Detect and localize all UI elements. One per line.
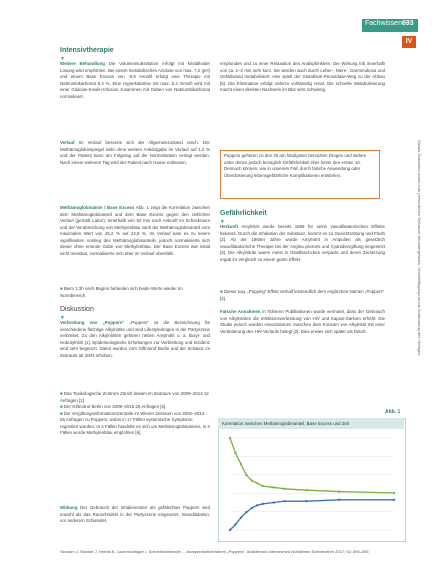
header-section-label: Fachwissen bbox=[365, 20, 402, 27]
list-item: ■ Der Giftnotruf Berlin von 2009–2015 25 Anfragen [6]. bbox=[60, 404, 167, 409]
chart-grid bbox=[230, 438, 394, 530]
footer-citation: Seckarn J, Stöcker J, Herbst K, Lautenschläger I, Schnellewirkender ... Analysenheilverfahren „Poppers“. Anästhesiol Intensivmed Notfallmed Schmerzther 2017; 52: 690–696 bbox=[60, 549, 369, 554]
lead-herkunft: Herkunft bbox=[220, 224, 239, 229]
bullet-list-anfragen bbox=[60, 391, 210, 437]
figure-title: Korrelation zwischen Methämoglobinanteil, Base Excess und Zeit bbox=[218, 418, 404, 429]
arrow-icon: ▼ bbox=[60, 315, 65, 321]
series-1-point bbox=[245, 511, 247, 513]
lead-verlauf: Verlauf bbox=[60, 140, 75, 145]
series-0-point bbox=[338, 490, 340, 492]
series-0-point bbox=[251, 479, 253, 481]
bullet-normbereich bbox=[60, 286, 210, 299]
paragraph-verlauf bbox=[60, 140, 210, 166]
bullet-popping-text: Dieser sog. „Popping“ Effekt verhalf letztendlich dem englischen Namen „Poppers“ [2]. bbox=[220, 289, 385, 301]
arrow-icon: ▼ bbox=[220, 219, 225, 225]
series-0-point bbox=[256, 482, 258, 484]
bullet-icon: ■ bbox=[60, 286, 64, 291]
bullet-icon: ■ bbox=[60, 391, 64, 396]
paragraph-wirkung bbox=[60, 505, 210, 525]
lead-wirkung: Wirkung bbox=[60, 505, 78, 510]
series-0-point bbox=[393, 492, 395, 494]
series-0-point bbox=[283, 488, 285, 490]
section-badge: IV bbox=[402, 36, 416, 48]
series-0-point bbox=[262, 485, 264, 487]
arrow-icon: ▼ bbox=[60, 56, 65, 62]
text-herkunft: Amylnitrit wurde bereits 1859 für seine vasodilatatorischen Effekte bekannt. Durch die Inhalation der Substanz, kommt es zu Gesichtsrötung und Flush [2]. Ab der 1960er Jahre wurde Amylnitrit in Ampullen als gesetzlich vasodilatatorische Therapie bei der Angina pectoris und Cyanidvergiftung eingesetzt [3]. Die Alkylnitrite waren meist in Glasfläschchen verpackt und deren Zersetzung ergab im Vergleich zu einem guten Effekt. bbox=[220, 224, 385, 262]
paragraph-herkunft bbox=[220, 224, 385, 263]
series-1-point bbox=[251, 507, 253, 509]
series-1-point bbox=[262, 503, 264, 505]
series-0-point bbox=[245, 474, 247, 476]
series-1-point bbox=[256, 504, 258, 506]
text-weitere-behandlung: Die Volumensubstitution erfolgt mit kristalloider Lösung wird empfohlen. Bei einem metabolischen Azidose von max. 7,2 (pH) und einem Base Excess von -9,8 mmol/l erfolgt eine Therapie mit Natriumbikarbonat 8,4 %. Eine Hyperkaliämie mit max. 6,2 mmol/l wird mit einer Glukose-Insulin-Infusion zusammen mit Gaben von Natriumbikarbonat normalisiert. bbox=[60, 61, 210, 99]
bullet-popping bbox=[220, 289, 385, 302]
callout-box: Poppers gehören zu den 30 am häufigsten benutzten Drogen und stehen unter denen jedoch bezüglich Gefährlichkeit eher hinter den ersten 10. Dennoch können, wie in unserem Fall, durch falsche Anwendung oder Überdosierung lebensgefährliche Komplikationen entstehen. bbox=[220, 150, 380, 199]
series-1-point bbox=[229, 529, 231, 531]
series-1-point bbox=[234, 523, 236, 525]
bullet-icon: ■ bbox=[60, 404, 64, 409]
lead-verbreitung: Verbreitung von „Poppers“ bbox=[60, 320, 125, 325]
paragraph-methaemoglobin bbox=[60, 205, 210, 257]
bullet-icon: ■ bbox=[220, 289, 224, 294]
paragraph-weitere-behandlung bbox=[60, 61, 210, 100]
side-legal-note: Dieses Dokument wurde zum persönlichen Gebrauch heruntergeladen. Vervielfältigung nur mit Zustimmung des Verlages. bbox=[417, 140, 422, 357]
series-0-point bbox=[229, 437, 231, 439]
text-verlauf: Im Verlauf besserte sich der Allgemeinzustand rasch. Der Methämoglobinspiegel sinkt ohne weitere Antidotgabe im Verlauf auf 1,2 % und der Patient kann am Folgetag auf die Normalstation verlegt werden. Nach einem weiteren Tag wird der Patient nach Hause entlassen. bbox=[60, 140, 210, 165]
series-1-point bbox=[305, 500, 307, 502]
series-1-point bbox=[240, 516, 242, 518]
series-0-point bbox=[240, 463, 242, 465]
series-0-point bbox=[273, 486, 275, 488]
series-1-point bbox=[273, 501, 275, 503]
series-1-point bbox=[338, 499, 340, 501]
heading-diskussion: Diskussion bbox=[60, 306, 94, 313]
page-number: 693 bbox=[402, 20, 414, 27]
list-item: ■ Das Toxikologische Zentrum Zürich bekam im Zeitraum von 2009–2014 12 Anfragen [2]. bbox=[60, 391, 209, 403]
bullet-normbereich-text: Beim 1:3h nach Beginn befanden sich beide Werte wieder im Normbereich. bbox=[60, 286, 183, 298]
chart-series-group bbox=[229, 437, 395, 531]
series-1-point bbox=[393, 499, 395, 501]
lead-falsche-annahmen: Falsche Annahmen bbox=[220, 309, 261, 314]
series-0-point bbox=[234, 452, 236, 454]
heading-intensivtherapie: Intensivtherapie bbox=[60, 47, 114, 54]
figure-label: Abb. 1 bbox=[385, 409, 401, 415]
lead-weitere-behandlung: Weitere Behandlung bbox=[60, 61, 105, 66]
text-falsche-annahmen: In früheren Publikationen wurde vermutet, dass der Gebrauch von Alkylnitriten die Infektionsverbreitung von HIV und Kaposi-Sarkom erhöht. Die Studie jedoch wurden Assoziationen zwischen dem Konsum von Alkylnitrit mit einer Veränderung des HIV-Verlaufs belegt [2]. Dies erwies sich später als falsch. bbox=[220, 309, 385, 334]
series-line-1 bbox=[230, 500, 394, 530]
lead-methaemoglobin: Methämoglobinämie / Base Excess bbox=[60, 205, 135, 210]
bullet-icon: ■ bbox=[60, 410, 64, 416]
series-1-point bbox=[283, 500, 285, 502]
text-wirkung: Der Gebrauch der Inhalierenden als gefälschtes Poppers wird sowohl als das Rauschmittel in der Partyszene eingesetzt. Vasodilatation, vor anderem Schwindel, bbox=[60, 505, 210, 523]
text-verbreitung: „Poppers“ ist die Bezeichnung für verschiedene flüchtige Alkylnitrite und sind Lifestyledrogen in der Partyszene verbreitet. Zu den Alkylnitriten gehören neben Amylnitrit u. a. Butyl- und Isobutylnitrit [1]. Epidemiologische Erhebungen zur Verbreitung und Inzidenz sind sehr begrenzt. Daten wurden vom Giftnotruf Berlin und der Schweiz im Zeitraum ab 2003 erhoben. bbox=[60, 320, 210, 358]
paragraph-verbreitung bbox=[60, 320, 210, 359]
correlation-chart bbox=[224, 432, 400, 536]
heading-gefaehrlichkeit: Gefährlichkeit bbox=[220, 210, 267, 217]
series-0-point bbox=[305, 489, 307, 491]
paragraph-falsche-annahmen bbox=[220, 309, 385, 335]
series-line-0 bbox=[230, 438, 394, 493]
text-methaemoglobin: Abb. 1 zeigt die Korrelation zwischen dem Methämoglobinanteil und dem Base Excess gegen den zeitlichen Verlauf (gemäß Labor). Innerhalb von 53 min nach Ankunft im Schockraum und der Verabreichung von Methylenblau sank der Methämoglobinanteil vom maximalen Wert von 45,2 % auf 22,8 %. Im Verlauf kam es zu einem signifikanten Anstieg des Methämoglobinanteils, jedoch normalisierte sich dieser ohne erneute Gabe von Methylenblau. Der Base Excess war initial nicht messbar, normalisierte sich aber im Verlauf ebenfalls. bbox=[60, 205, 210, 256]
list-item: ■ Die Vergiftungsinformationszentrale im Wiener Zeitraum von 2002–2014 55 Anfragen zu Poppers, wobei in 17 Fällen systemische Symptome registriert wurden. In 4 Fällen handelte es sich um Methämoglobinämien, in 3 Fällen wurde Methylenblau empfohlen [6]. bbox=[60, 410, 210, 435]
paragraph-wirkung-fortsetzung: empfunden und zu einer Relaxation des Analsphinkters. Die Wirkung tritt innerhalb von ca. 1–2 min sehr kurz. Sie werden auch durch Leber-, Niere-, Darmmukosa und Gefäßwand metabolisiert. Hier spielt der Glutathion-Peroxidase-Weg zu der Abbau [5]. Die Elimination erfolgt nahezu vollständig renal. Die schnelle Metabolisierung macht einen direkten Nachweis im Blut sehr schwierig. bbox=[220, 61, 385, 92]
